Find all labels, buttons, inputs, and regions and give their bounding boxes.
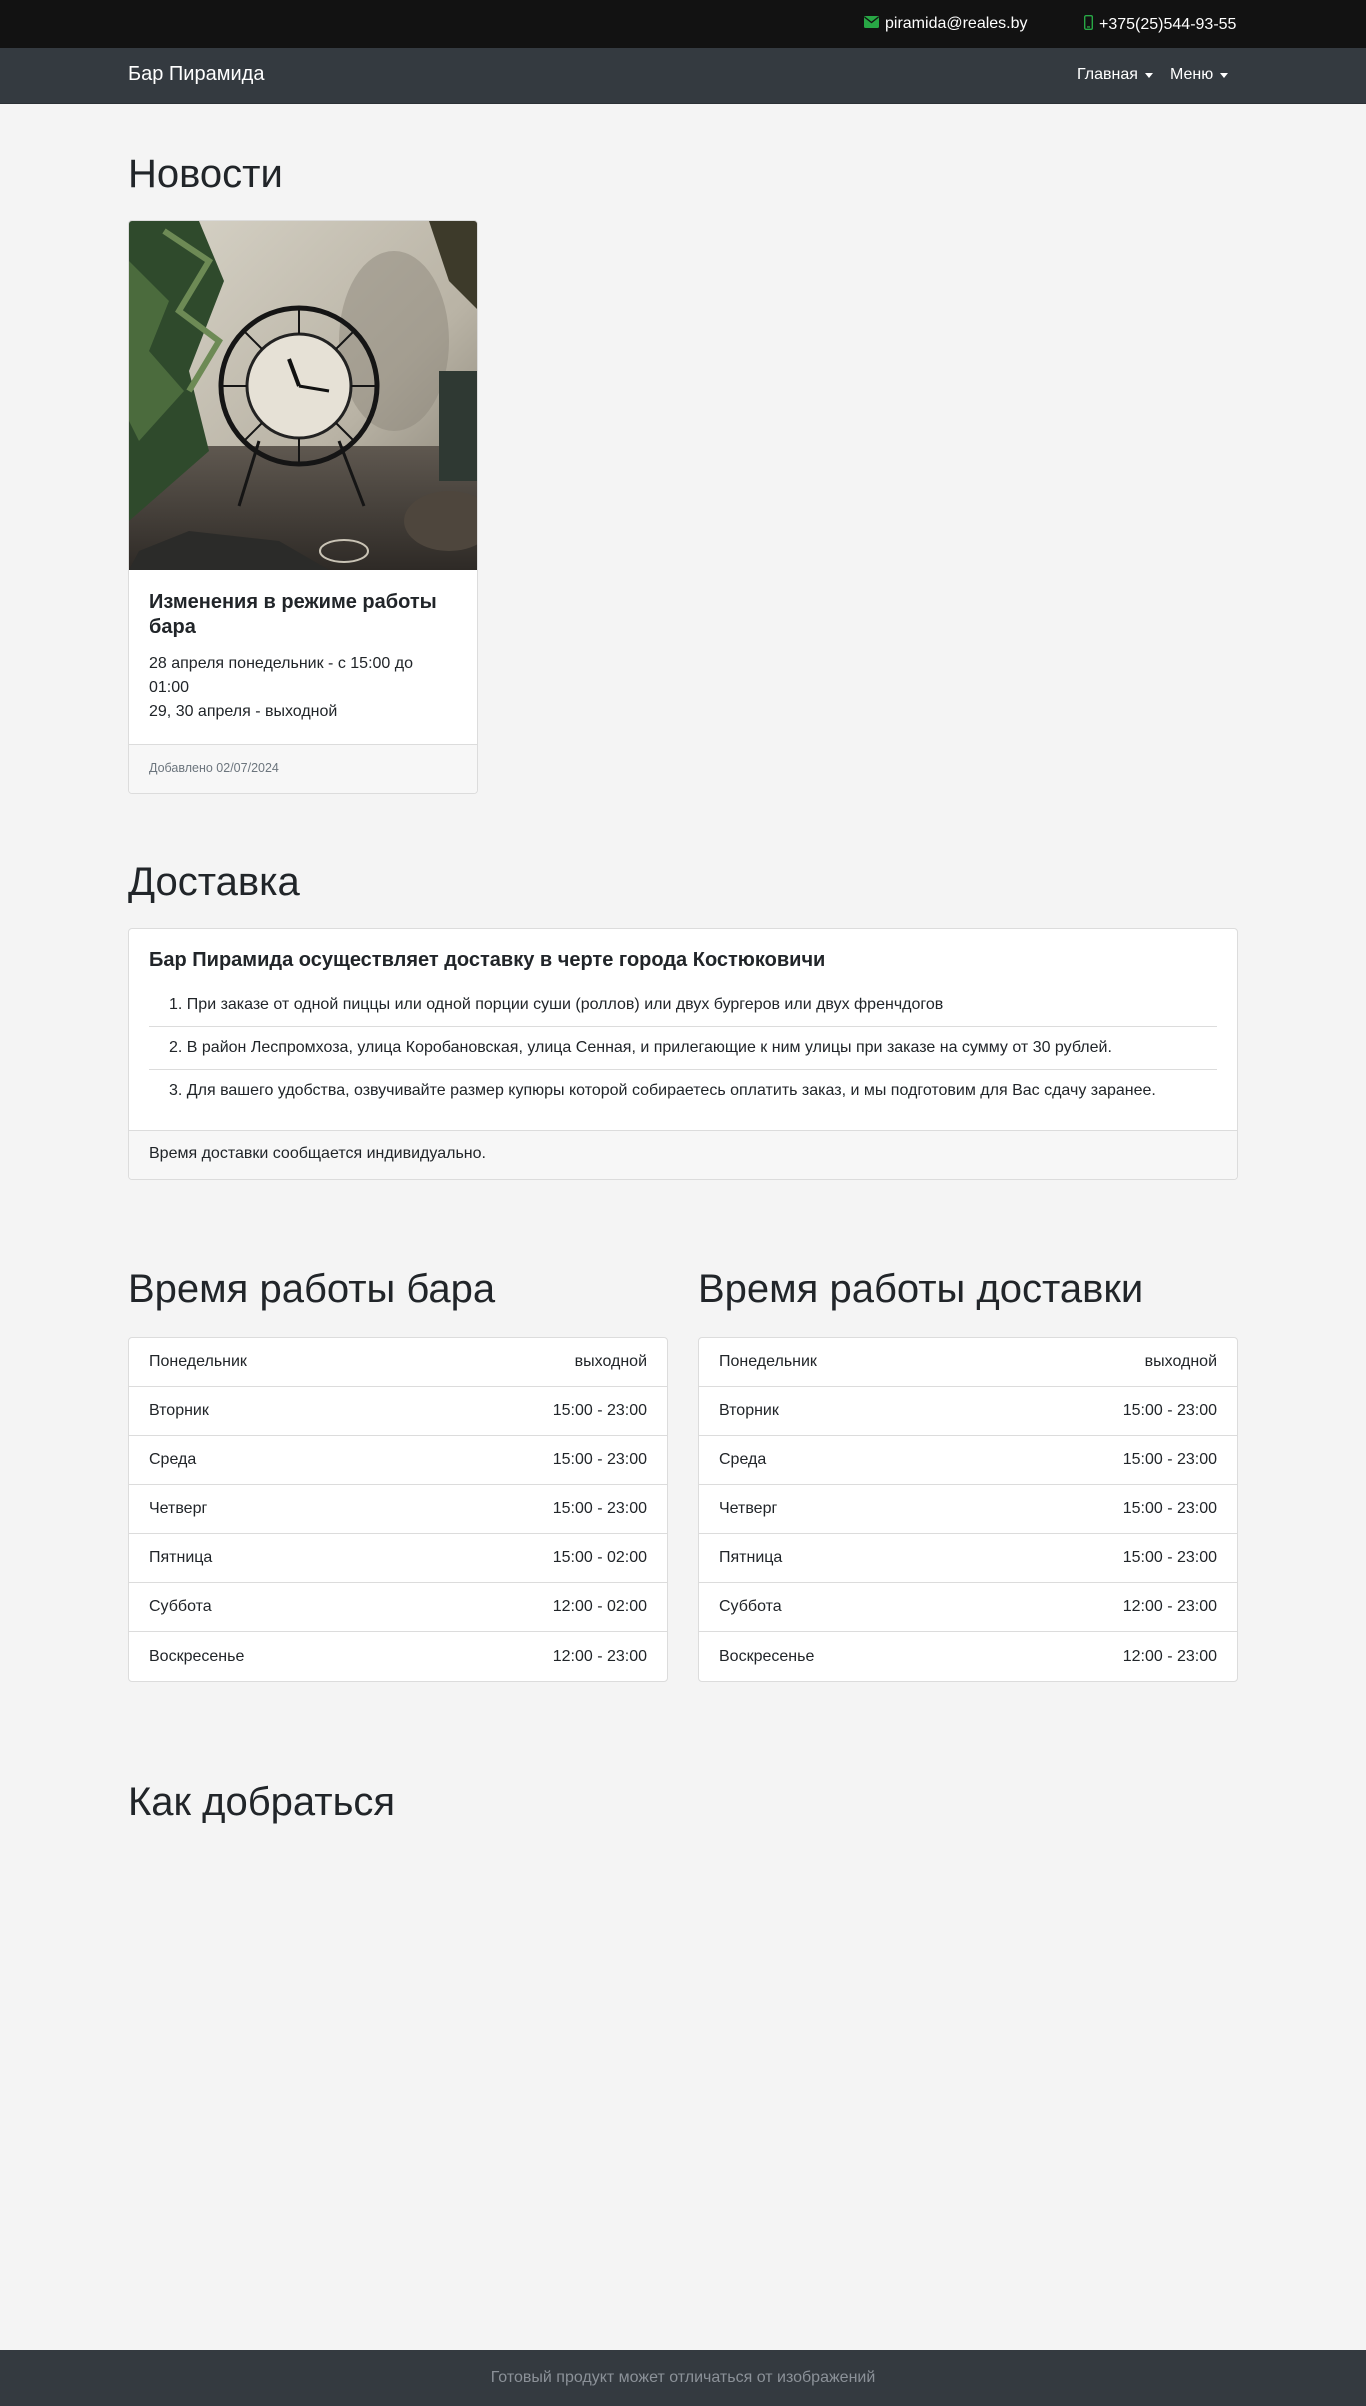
news-card-line: 29, 30 апреля - выходной <box>149 703 338 720</box>
table-row <box>699 1583 1237 1632</box>
bar-hours-title: Время работы бара <box>128 1267 496 1311</box>
day-label: Четверг <box>719 1500 778 1517</box>
table-row <box>129 1436 667 1485</box>
table-row <box>129 1338 667 1387</box>
contact-email[interactable] <box>864 15 1028 33</box>
day-label: Воскресенье <box>719 1647 815 1665</box>
brand-link[interactable]: Бар Пирамида <box>128 63 265 85</box>
table-row <box>129 1583 667 1632</box>
nav-menu-label: Меню <box>1170 66 1214 83</box>
table-row <box>699 1485 1237 1534</box>
nav-dropdown-home[interactable] <box>1077 66 1153 84</box>
page-footer: Готовый продукт может отличаться от изображений <box>0 2350 1366 2406</box>
nav-dropdown-menu[interactable] <box>1170 66 1228 84</box>
news-card-footer: Добавлено 02/07/2024 <box>129 744 477 793</box>
time-value: 15:00 - 23:00 <box>552 1402 647 1419</box>
list-item: 3. Для вашего удобства, озвучивайте размер купюры которой собираетесь оплатить заказ, и мы подготовим для Вас сдачу заранее. <box>169 1082 1156 1099</box>
time-value: 12:00 - 23:00 <box>1122 1647 1217 1665</box>
time-value: 15:00 - 23:00 <box>552 1451 647 1468</box>
time-value: 15:00 - 23:00 <box>1122 1451 1217 1468</box>
day-label: Понедельник <box>719 1353 817 1370</box>
day-label: Суббота <box>719 1598 782 1615</box>
phone-text: +375(25)544-93-55 <box>1099 16 1237 33</box>
table-row <box>129 1485 667 1534</box>
news-section <box>128 150 1238 794</box>
day-label: Пятница <box>149 1549 213 1566</box>
delivery-heading: Бар Пирамида осуществляет доставку в черте города Костюковичи <box>149 949 826 971</box>
table-row <box>699 1338 1237 1387</box>
mobile-phone-icon <box>1084 15 1093 35</box>
time-value: 12:00 - 23:00 <box>552 1647 647 1665</box>
time-value: выходной <box>1144 1353 1217 1370</box>
time-value: 12:00 - 23:00 <box>1122 1598 1217 1615</box>
time-value: 15:00 - 23:00 <box>1122 1500 1217 1517</box>
day-label: Суббота <box>149 1598 212 1615</box>
email-text: piramida@reales.by <box>885 15 1028 32</box>
delivery-section <box>128 858 1238 1180</box>
table-row <box>699 1534 1237 1583</box>
table-row <box>699 1436 1237 1485</box>
day-label: Пятница <box>719 1549 783 1566</box>
list-item: 2. В район Леспромхоза, улица Коробановская, улица Сенная, и прилегающие к ним улицы при заказе на сумму от 30 рублей. <box>149 1027 1217 1070</box>
delivery-conditions-list <box>149 984 1217 1112</box>
day-label: Вторник <box>149 1402 209 1419</box>
delivery-hours-title: Время работы доставки <box>698 1267 1144 1311</box>
time-value: 15:00 - 23:00 <box>1122 1402 1217 1419</box>
table-row <box>129 1534 667 1583</box>
delivery-card-footer: Время доставки сообщается индивидуально. <box>129 1130 1237 1179</box>
route-section <box>128 1778 1238 1826</box>
news-card-title: Изменения в режиме работы бара <box>149 591 437 638</box>
day-label: Воскресенье <box>149 1647 245 1665</box>
table-row <box>129 1632 667 1681</box>
delivery-title: Доставка <box>128 860 300 904</box>
table-row <box>699 1632 1237 1681</box>
time-value: 15:00 - 23:00 <box>1122 1549 1217 1566</box>
day-label: Четверг <box>149 1500 208 1517</box>
delivery-hours-column <box>698 1265 1238 1682</box>
list-item: 1. При заказе от одной пиццы или одной порции суши (роллов) или двух бургеров или двух френчдогов <box>149 984 1217 1027</box>
nav-home-label: Главная <box>1077 66 1138 83</box>
time-value: 15:00 - 02:00 <box>552 1549 647 1566</box>
day-label: Среда <box>719 1451 767 1468</box>
time-value: 15:00 - 23:00 <box>552 1500 647 1517</box>
contact-phone[interactable] <box>1084 15 1236 35</box>
news-card <box>128 220 478 794</box>
caret-down-icon <box>1220 73 1228 78</box>
day-label: Вторник <box>719 1402 779 1419</box>
bar-hours-column <box>128 1265 668 1682</box>
table-row <box>699 1387 1237 1436</box>
day-label: Среда <box>149 1451 197 1468</box>
time-value: выходной <box>574 1353 647 1370</box>
time-value: 12:00 - 02:00 <box>552 1598 647 1615</box>
news-card-image <box>129 221 477 570</box>
news-title: Новости <box>128 152 283 196</box>
envelope-icon <box>864 15 879 33</box>
delivery-hours-list <box>698 1337 1238 1682</box>
top-contact-bar <box>0 0 1366 48</box>
main-navbar <box>0 48 1366 104</box>
route-title: Как добраться <box>128 1780 396 1824</box>
bar-hours-list <box>128 1337 668 1682</box>
news-card-line: 28 апреля понедельник - с 15:00 до 01:00 <box>149 655 413 696</box>
news-card-text <box>149 652 457 724</box>
delivery-card-body <box>129 929 1237 1130</box>
table-row <box>129 1387 667 1436</box>
day-label: Понедельник <box>149 1353 247 1370</box>
caret-down-icon <box>1145 73 1153 78</box>
news-card-body <box>129 570 477 744</box>
working-hours-section <box>128 1265 1238 1682</box>
delivery-card <box>128 928 1238 1180</box>
